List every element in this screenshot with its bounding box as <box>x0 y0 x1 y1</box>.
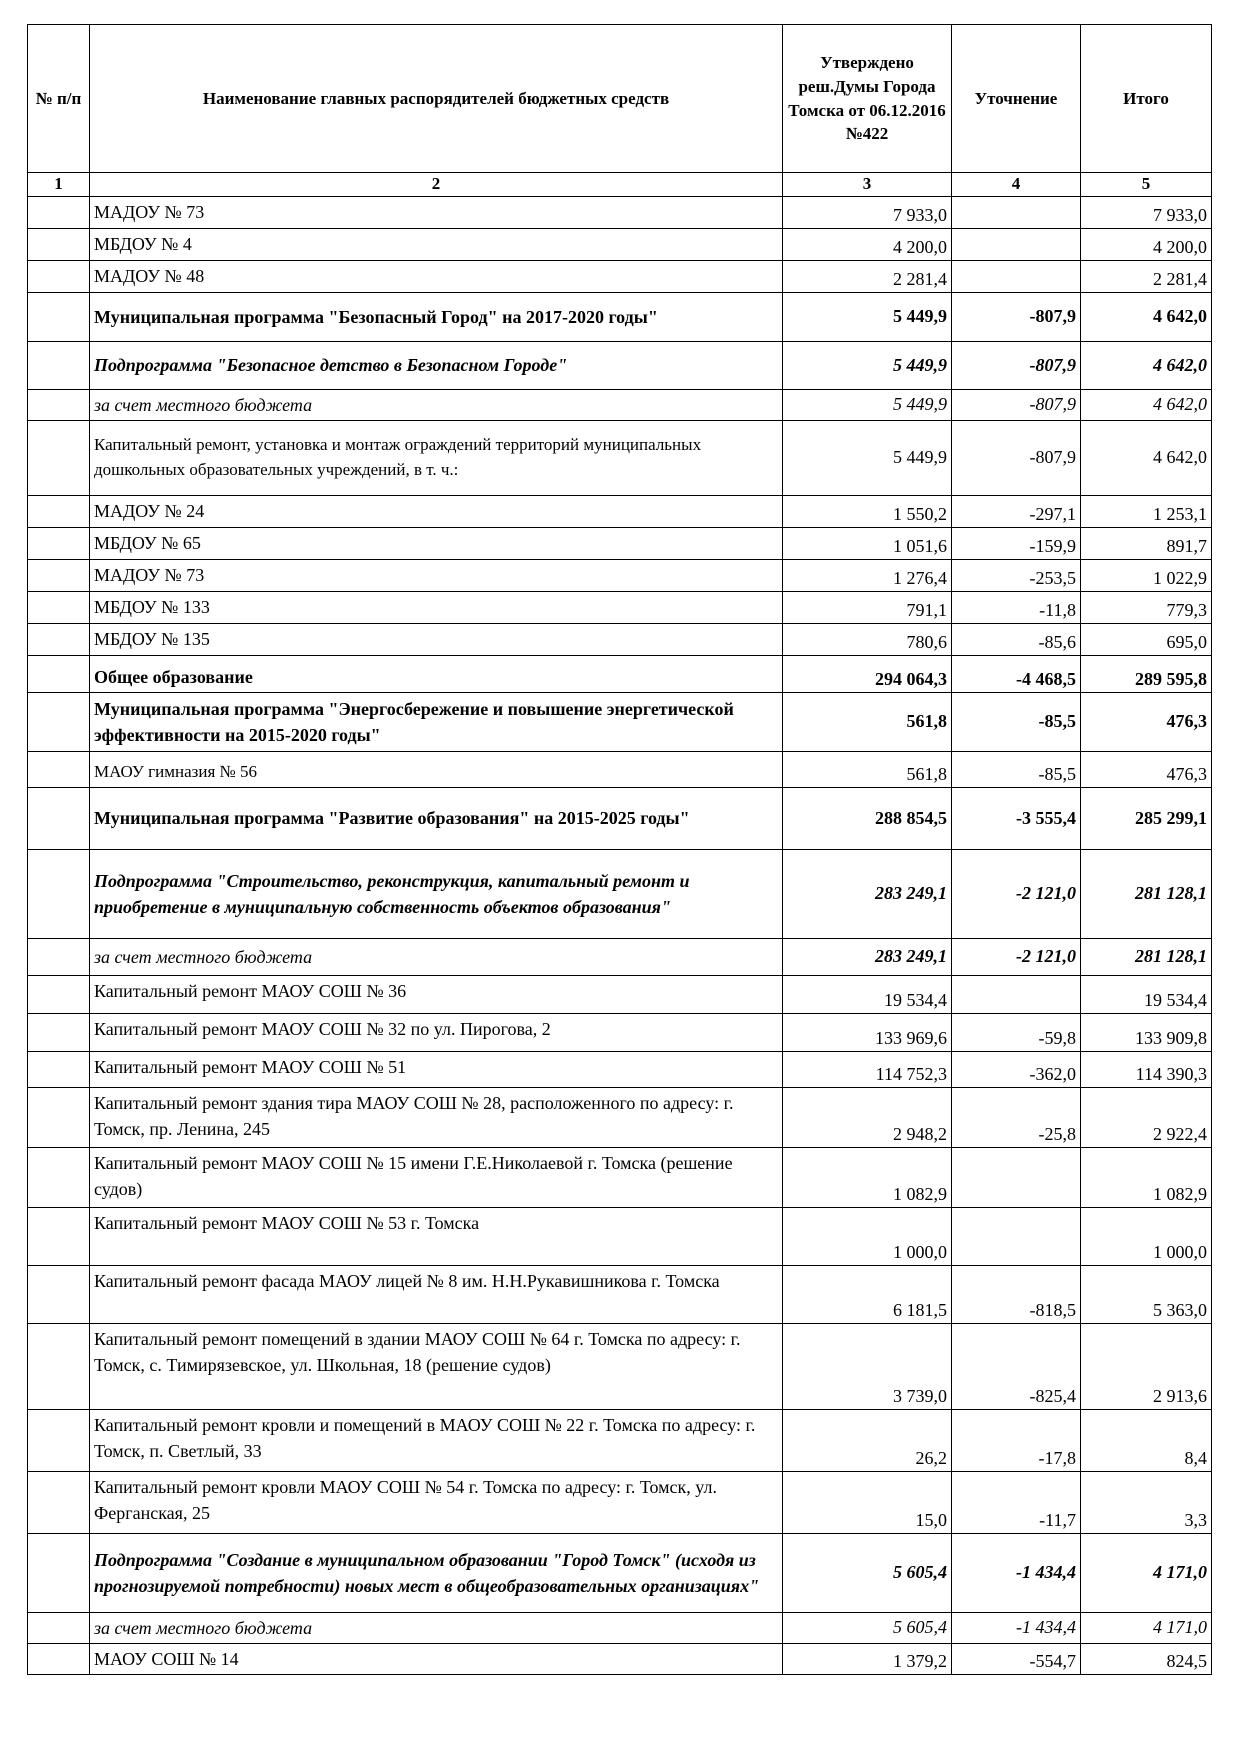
row-name: МАДОУ № 73 <box>90 559 783 591</box>
row-approved: 19 534,4 <box>783 975 952 1013</box>
row-total: 4 642,0 <box>1081 389 1212 420</box>
col-number: 3 <box>783 173 952 197</box>
table-row <box>28 975 1212 1013</box>
row-approved: 5 449,9 <box>783 389 952 420</box>
row-name: Капитальный ремонт МАОУ СОШ № 51 <box>90 1051 783 1087</box>
row-total: 476,3 <box>1081 692 1212 751</box>
row-total: 779,3 <box>1081 591 1212 623</box>
row-approved: 1 379,2 <box>783 1643 952 1674</box>
row-change: -85,5 <box>952 751 1081 787</box>
row-name: Капитальный ремонт, установка и монтаж ограждений территорий муниципальных дошкольных образовательных учреждений, в т. ч.: <box>90 420 783 495</box>
row-total: 4 200,0 <box>1081 228 1212 260</box>
table-row <box>28 389 1212 420</box>
row-number-cell <box>28 975 90 1013</box>
row-number-cell <box>28 260 90 292</box>
column-number-row <box>28 173 1212 197</box>
row-change: -11,7 <box>952 1471 1081 1533</box>
table-row <box>28 1051 1212 1087</box>
row-number-cell <box>28 196 90 228</box>
table-row <box>28 420 1212 495</box>
row-approved: 1 550,2 <box>783 495 952 527</box>
table-row <box>28 1533 1212 1612</box>
row-name: Капитальный ремонт здания тира МАОУ СОШ № 28, расположенного по адресу: г. Томск, пр. Ленина, 245 <box>90 1087 783 1147</box>
row-name: за счет местного бюджета <box>90 1612 783 1643</box>
row-name: МБДОУ № 133 <box>90 591 783 623</box>
row-number-cell <box>28 1533 90 1612</box>
header-col-change: Уточнение <box>952 25 1081 173</box>
row-change: -297,1 <box>952 495 1081 527</box>
row-number-cell <box>28 1409 90 1471</box>
row-name: Капитальный ремонт МАОУ СОШ № 15 имени Г.Е.Николаевой г. Томска (решение судов) <box>90 1147 783 1207</box>
row-name: Подпрограмма "Строительство, реконструкция, капитальный ремонт и приобретение в муниципальную собственность объектов образования" <box>90 849 783 938</box>
row-approved: 5 449,9 <box>783 292 952 341</box>
row-total: 133 909,8 <box>1081 1013 1212 1051</box>
row-approved: 7 933,0 <box>783 196 952 228</box>
row-total: 281 128,1 <box>1081 849 1212 938</box>
row-change: -2 121,0 <box>952 849 1081 938</box>
row-number-cell <box>28 1013 90 1051</box>
row-number-cell <box>28 591 90 623</box>
table-row <box>28 527 1212 559</box>
row-name: Капитальный ремонт МАОУ СОШ № 32 по ул. Пирогова, 2 <box>90 1013 783 1051</box>
row-total: 281 128,1 <box>1081 938 1212 975</box>
row-name: Капитальный ремонт МАОУ СОШ № 53 г. Томска <box>90 1207 783 1265</box>
table-row <box>28 559 1212 591</box>
row-change: -253,5 <box>952 559 1081 591</box>
row-change: -85,6 <box>952 623 1081 655</box>
col-number: 5 <box>1081 173 1212 197</box>
row-name: за счет местного бюджета <box>90 938 783 975</box>
row-number-cell <box>28 292 90 341</box>
table-row <box>28 692 1212 751</box>
row-approved: 2 948,2 <box>783 1087 952 1147</box>
table-body <box>28 196 1212 1674</box>
row-approved: 780,6 <box>783 623 952 655</box>
row-total: 1 022,9 <box>1081 559 1212 591</box>
row-name: Муниципальная программа "Безопасный Город" на 2017-2020 годы" <box>90 292 783 341</box>
row-approved: 561,8 <box>783 692 952 751</box>
row-name: Подпрограмма "Создание в муниципальном образовании "Город Томск" (исходя из прогнозируемой потребности) новых мест в общеобразовательных организациях" <box>90 1533 783 1612</box>
row-total: 7 933,0 <box>1081 196 1212 228</box>
table-row <box>28 623 1212 655</box>
row-approved: 133 969,6 <box>783 1013 952 1051</box>
col-number: 2 <box>90 173 783 197</box>
table-row <box>28 751 1212 787</box>
row-approved: 283 249,1 <box>783 849 952 938</box>
row-number-cell <box>28 228 90 260</box>
row-change: -2 121,0 <box>952 938 1081 975</box>
row-name: МАОУ СОШ № 14 <box>90 1643 783 1674</box>
row-total: 891,7 <box>1081 527 1212 559</box>
row-total: 8,4 <box>1081 1409 1212 1471</box>
row-name: МАДОУ № 48 <box>90 260 783 292</box>
row-approved: 4 200,0 <box>783 228 952 260</box>
row-number-cell <box>28 1265 90 1323</box>
row-total: 4 642,0 <box>1081 341 1212 389</box>
row-approved: 294 064,3 <box>783 655 952 692</box>
row-change: -11,8 <box>952 591 1081 623</box>
table-row <box>28 228 1212 260</box>
row-change: -159,9 <box>952 527 1081 559</box>
table-row <box>28 1409 1212 1471</box>
row-number-cell <box>28 1147 90 1207</box>
row-number-cell <box>28 527 90 559</box>
table-row <box>28 1013 1212 1051</box>
row-change: -1 434,4 <box>952 1533 1081 1612</box>
row-total: 476,3 <box>1081 751 1212 787</box>
row-change: -17,8 <box>952 1409 1081 1471</box>
row-approved: 3 739,0 <box>783 1323 952 1409</box>
table-row <box>28 938 1212 975</box>
header-col-approved: Утверждено реш.Думы Города Томска от 06.12.2016 №422 <box>783 25 952 173</box>
row-number-cell <box>28 1207 90 1265</box>
row-number-cell <box>28 1612 90 1643</box>
row-change: -85,5 <box>952 692 1081 751</box>
table-row <box>28 1087 1212 1147</box>
row-change: -825,4 <box>952 1323 1081 1409</box>
row-number-cell <box>28 751 90 787</box>
row-name: за счет местного бюджета <box>90 389 783 420</box>
row-name: Общее образование <box>90 655 783 692</box>
table-row <box>28 196 1212 228</box>
table-row <box>28 1265 1212 1323</box>
row-change: -807,9 <box>952 341 1081 389</box>
row-total: 114 390,3 <box>1081 1051 1212 1087</box>
row-change <box>952 1147 1081 1207</box>
row-number-cell <box>28 692 90 751</box>
row-name: МБДОУ № 135 <box>90 623 783 655</box>
row-name: МАДОУ № 24 <box>90 495 783 527</box>
table-row <box>28 495 1212 527</box>
row-approved: 561,8 <box>783 751 952 787</box>
row-approved: 15,0 <box>783 1471 952 1533</box>
row-name: МАДОУ № 73 <box>90 196 783 228</box>
row-change: -25,8 <box>952 1087 1081 1147</box>
row-approved: 283 249,1 <box>783 938 952 975</box>
row-approved: 6 181,5 <box>783 1265 952 1323</box>
row-approved: 1 082,9 <box>783 1147 952 1207</box>
col-number: 1 <box>28 173 90 197</box>
row-approved: 5 449,9 <box>783 341 952 389</box>
row-number-cell <box>28 623 90 655</box>
row-change <box>952 228 1081 260</box>
row-total: 19 534,4 <box>1081 975 1212 1013</box>
row-name: Капитальный ремонт кровли МАОУ СОШ № 54 г. Томска по адресу: г. Томск, ул. Ферганская, 25 <box>90 1471 783 1533</box>
row-approved: 1 000,0 <box>783 1207 952 1265</box>
row-total: 1 000,0 <box>1081 1207 1212 1265</box>
row-approved: 26,2 <box>783 1409 952 1471</box>
row-approved: 1 276,4 <box>783 559 952 591</box>
row-name: Муниципальная программа "Энергосбережение и повышение энергетической эффективности на 2015-2020 годы" <box>90 692 783 751</box>
table-row <box>28 1643 1212 1674</box>
table-row <box>28 341 1212 389</box>
row-name: Капитальный ремонт помещений в здании МАОУ СОШ № 64 г. Томска по адресу: г. Томск, с. Тимирязевское, ул. Школьная, 18 (решение судов) <box>90 1323 783 1409</box>
row-name: МАОУ гимназия № 56 <box>90 751 783 787</box>
budget-table <box>27 24 1212 1675</box>
row-number-cell <box>28 1051 90 1087</box>
header-col-no: № п/п <box>28 25 90 173</box>
row-total: 4 642,0 <box>1081 292 1212 341</box>
row-approved: 5 605,4 <box>783 1533 952 1612</box>
row-change <box>952 975 1081 1013</box>
row-approved: 5 449,9 <box>783 420 952 495</box>
row-name: Муниципальная программа "Развитие образования" на 2015-2025 годы" <box>90 787 783 849</box>
row-name: МБДОУ № 65 <box>90 527 783 559</box>
table-row <box>28 591 1212 623</box>
table-row <box>28 787 1212 849</box>
table-row <box>28 1147 1212 1207</box>
col-number: 4 <box>952 173 1081 197</box>
row-total: 695,0 <box>1081 623 1212 655</box>
row-change: -1 434,4 <box>952 1612 1081 1643</box>
header-col-total: Итого <box>1081 25 1212 173</box>
table-row <box>28 1612 1212 1643</box>
row-change <box>952 196 1081 228</box>
row-name: Капитальный ремонт МАОУ СОШ № 36 <box>90 975 783 1013</box>
table-row <box>28 655 1212 692</box>
row-number-cell <box>28 559 90 591</box>
row-total: 285 299,1 <box>1081 787 1212 849</box>
row-number-cell <box>28 1471 90 1533</box>
row-number-cell <box>28 341 90 389</box>
row-number-cell <box>28 655 90 692</box>
header-row <box>28 25 1212 173</box>
row-total: 1 253,1 <box>1081 495 1212 527</box>
row-total: 824,5 <box>1081 1643 1212 1674</box>
row-change: -4 468,5 <box>952 655 1081 692</box>
row-total: 2 281,4 <box>1081 260 1212 292</box>
row-change: -554,7 <box>952 1643 1081 1674</box>
table-row <box>28 1471 1212 1533</box>
row-total: 4 642,0 <box>1081 420 1212 495</box>
row-change: -818,5 <box>952 1265 1081 1323</box>
row-change <box>952 1207 1081 1265</box>
table-row <box>28 260 1212 292</box>
row-number-cell <box>28 938 90 975</box>
row-number-cell <box>28 389 90 420</box>
row-change: -3 555,4 <box>952 787 1081 849</box>
row-number-cell <box>28 1323 90 1409</box>
row-change <box>952 260 1081 292</box>
row-number-cell <box>28 495 90 527</box>
table-row <box>28 849 1212 938</box>
row-change: -807,9 <box>952 292 1081 341</box>
row-approved: 2 281,4 <box>783 260 952 292</box>
row-total: 3,3 <box>1081 1471 1212 1533</box>
row-approved: 1 051,6 <box>783 527 952 559</box>
header-col-name: Наименование главных распорядителей бюджетных средств <box>90 25 783 173</box>
row-change: -807,9 <box>952 420 1081 495</box>
table-row <box>28 292 1212 341</box>
row-number-cell <box>28 849 90 938</box>
row-change: -59,8 <box>952 1013 1081 1051</box>
row-total: 4 171,0 <box>1081 1612 1212 1643</box>
row-number-cell <box>28 1643 90 1674</box>
row-total: 2 913,6 <box>1081 1323 1212 1409</box>
row-total: 4 171,0 <box>1081 1533 1212 1612</box>
row-change: -807,9 <box>952 389 1081 420</box>
row-number-cell <box>28 420 90 495</box>
row-total: 1 082,9 <box>1081 1147 1212 1207</box>
row-total: 5 363,0 <box>1081 1265 1212 1323</box>
row-approved: 288 854,5 <box>783 787 952 849</box>
table-row <box>28 1323 1212 1409</box>
row-name: МБДОУ № 4 <box>90 228 783 260</box>
row-approved: 791,1 <box>783 591 952 623</box>
row-total: 289 595,8 <box>1081 655 1212 692</box>
row-number-cell <box>28 787 90 849</box>
row-approved: 114 752,3 <box>783 1051 952 1087</box>
row-name: Подпрограмма "Безопасное детство в Безопасном Городе" <box>90 341 783 389</box>
row-change: -362,0 <box>952 1051 1081 1087</box>
row-name: Капитальный ремонт кровли и помещений в МАОУ СОШ № 22 г. Томска по адресу: г. Томск, п. Светлый, 33 <box>90 1409 783 1471</box>
row-approved: 5 605,4 <box>783 1612 952 1643</box>
row-number-cell <box>28 1087 90 1147</box>
row-name: Капитальный ремонт фасада МАОУ лицей № 8 им. Н.Н.Рукавишникова г. Томска <box>90 1265 783 1323</box>
table-row <box>28 1207 1212 1265</box>
row-total: 2 922,4 <box>1081 1087 1212 1147</box>
